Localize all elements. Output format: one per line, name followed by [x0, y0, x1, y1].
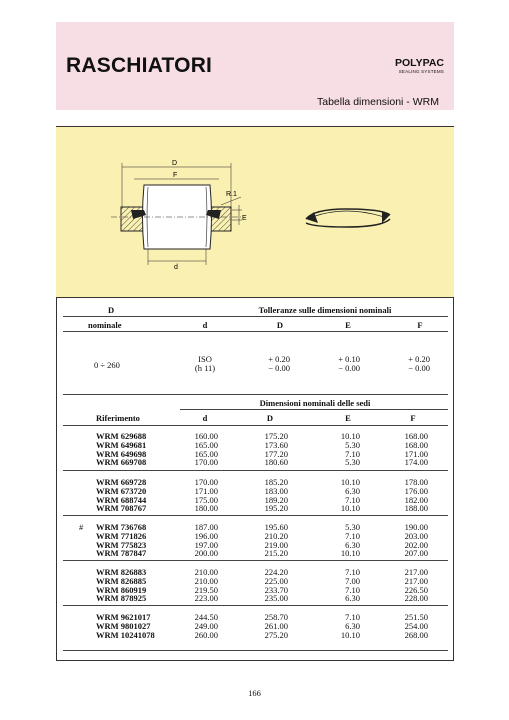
table-row	[0, 531, 509, 540]
row-reference: WRM 629688	[96, 431, 147, 441]
divider	[63, 394, 448, 395]
tol-col-E: E	[345, 320, 351, 330]
tol-col-D: D	[276, 320, 284, 330]
row-F: 268.00	[404, 629, 428, 640]
brand-logo	[395, 58, 444, 75]
row-D: 210.20	[264, 530, 288, 541]
row-d: 165.00	[194, 439, 218, 450]
dim-col-E: E	[345, 413, 351, 423]
row-F: 217.00	[404, 567, 428, 577]
row-D: 195.60	[264, 522, 288, 532]
row-d: 170.00	[194, 477, 218, 487]
row-D: 233.70	[264, 584, 288, 595]
divider	[63, 316, 448, 317]
table-row	[0, 585, 509, 594]
row-D: 189.20	[264, 494, 288, 505]
row-d: 219.50	[194, 584, 218, 595]
row-d: 260.00	[194, 629, 218, 640]
row-E: 5.30	[345, 439, 360, 450]
row-d: 223.00	[194, 593, 218, 604]
table-row	[0, 477, 509, 486]
row-reference: WRM 688744	[96, 494, 147, 505]
label-E: E	[242, 215, 247, 222]
row-d: 197.00	[194, 539, 218, 550]
row-D: 215.20	[264, 548, 288, 559]
row-E: 7.10	[345, 567, 360, 577]
row-d: 165.00	[194, 448, 218, 459]
label-D: D	[172, 160, 178, 167]
tol-E-upper: + 0.10	[338, 354, 360, 364]
row-D: 180.60	[264, 457, 288, 468]
dim-col-d: d	[202, 413, 208, 423]
row-d: 244.50	[194, 612, 218, 622]
row-D: 261.00	[264, 620, 288, 631]
row-D: 219.00	[264, 539, 288, 550]
row-F: 171.00	[404, 448, 428, 459]
divider	[63, 331, 448, 332]
row-E: 10.10	[340, 477, 360, 487]
table-row	[0, 621, 509, 630]
row-F: 226.50	[404, 584, 428, 595]
row-reference: WRM 771826	[96, 530, 147, 541]
table-row	[0, 503, 509, 512]
row-reference: WRM 775823	[96, 539, 147, 550]
row-reference: WRM 826885	[96, 575, 147, 586]
table-row	[0, 495, 509, 504]
row-E: 7.10	[345, 612, 360, 622]
row-d: 180.00	[194, 503, 218, 514]
row-E: 6.30	[345, 539, 360, 550]
tol-F-lower: − 0.00	[408, 363, 430, 373]
technical-drawing	[56, 127, 454, 298]
table-row	[0, 449, 509, 458]
row-D: 235.00	[264, 593, 288, 604]
row-reference: WRM 860919	[96, 584, 147, 595]
row-E: 7.10	[345, 530, 360, 541]
row-E: 5.30	[345, 522, 360, 532]
row-reference: WRM 736768	[96, 522, 147, 532]
row-reference: WRM 878925	[96, 593, 147, 604]
divider	[180, 409, 448, 410]
row-F: 168.00	[404, 431, 428, 441]
row-F: 174.00	[404, 457, 428, 468]
row-d: 210.00	[194, 575, 218, 586]
row-F: 202.00	[404, 539, 428, 550]
dim-col-F: F	[410, 413, 416, 423]
tol-nominal-value: 0 ÷ 260	[94, 360, 120, 370]
row-reference: WRM 787847	[96, 548, 147, 559]
row-d: 249.00	[194, 620, 218, 631]
row-d: 187.00	[194, 522, 218, 532]
page-subtitle: Tabella dimensioni - WRM	[317, 96, 439, 108]
table-row	[0, 540, 509, 549]
dim-col-riferimento: Riferimento	[96, 413, 140, 423]
row-D: 258.70	[264, 612, 288, 622]
row-reference: WRM 673720	[96, 485, 147, 496]
row-reference: WRM 649698	[96, 448, 147, 459]
page-number: 166	[248, 688, 261, 698]
row-E: 7.00	[345, 575, 360, 586]
row-mark: #	[79, 522, 84, 532]
row-reference: WRM 826883	[96, 567, 147, 577]
tol-F-upper: + 0.20	[408, 354, 430, 364]
row-E: 6.30	[345, 485, 360, 496]
row-F: 190.00	[404, 522, 428, 532]
group-divider	[63, 515, 448, 516]
tol-col-F: F	[417, 320, 423, 330]
row-d: 196.00	[194, 530, 218, 541]
brand-name: POLYPAC	[394, 57, 444, 69]
table-row	[0, 548, 509, 557]
group-divider	[63, 560, 448, 561]
row-F: 254.00	[404, 620, 428, 631]
row-D: 195.20	[264, 503, 288, 514]
row-F: 188.00	[404, 503, 428, 514]
table-row	[0, 431, 509, 440]
table-row	[0, 440, 509, 449]
row-d: 171.00	[194, 485, 218, 496]
row-D: 175.20	[264, 431, 288, 441]
dim-header-title: Dimensioni nominali delle sedi	[259, 398, 371, 408]
table-row	[0, 486, 509, 495]
tol-header-title: Tolleranze sulle dimensioni nominali	[258, 305, 392, 315]
row-F: 203.00	[404, 530, 428, 541]
table-row	[0, 593, 509, 602]
dim-col-D: D	[266, 413, 274, 423]
tol-E-lower: − 0.00	[338, 363, 360, 373]
tol-col-d: d	[202, 320, 208, 330]
row-E: 7.10	[345, 448, 360, 459]
row-F: 178.00	[404, 477, 428, 487]
table-row	[0, 567, 509, 576]
row-D: 225.00	[264, 575, 288, 586]
row-F: 207.00	[404, 548, 428, 559]
row-E: 5.30	[345, 457, 360, 468]
row-F: 228.00	[404, 593, 428, 604]
divider	[63, 650, 448, 651]
row-E: 10.10	[340, 431, 360, 441]
page-title: RASCHIATORI	[66, 54, 213, 77]
table-row	[0, 612, 509, 621]
divider	[63, 425, 448, 426]
row-reference: WRM 10241078	[96, 629, 155, 640]
tol-header-D: D	[108, 305, 115, 315]
tol-col-nominale: nominale	[88, 320, 122, 330]
row-F: 168.00	[404, 439, 428, 450]
row-D: 224.20	[264, 567, 288, 577]
row-E: 7.10	[345, 584, 360, 595]
table-row	[0, 630, 509, 639]
row-D: 185.20	[264, 477, 288, 487]
row-reference: WRM 9621017	[96, 612, 151, 622]
row-reference: WRM 649681	[96, 439, 147, 450]
row-D: 177.20	[264, 448, 288, 459]
table-row	[0, 457, 509, 466]
row-reference: WRM 669728	[96, 477, 147, 487]
row-D: 173.60	[264, 439, 288, 450]
row-d: 175.00	[194, 494, 218, 505]
row-F: 176.00	[404, 485, 428, 496]
row-D: 183.00	[264, 485, 288, 496]
tol-D-lower: − 0.00	[268, 363, 290, 373]
row-E: 10.10	[340, 629, 360, 640]
group-divider	[63, 605, 448, 606]
row-d: 200.00	[194, 548, 218, 559]
row-reference: WRM 669708	[96, 457, 147, 468]
table-row	[0, 576, 509, 585]
brand-tagline: SEALING SYSTEMS	[398, 69, 444, 74]
row-F: 251.50	[404, 612, 428, 622]
row-E: 10.10	[340, 503, 360, 514]
tol-d-line1: ISO	[198, 354, 212, 364]
group-divider	[63, 470, 448, 471]
row-reference: WRM 708767	[96, 503, 147, 514]
table-row	[0, 522, 509, 531]
row-d: 160.00	[194, 431, 218, 441]
tol-D-upper: + 0.20	[268, 354, 290, 364]
row-reference: WRM 9801027	[96, 620, 151, 631]
row-E: 10.10	[340, 548, 360, 559]
label-R: R.1	[226, 191, 237, 198]
row-d: 210.00	[194, 567, 218, 577]
seal-section-diagram	[56, 127, 454, 298]
row-E: 7.10	[345, 494, 360, 505]
row-E: 6.30	[345, 620, 360, 631]
tol-d-line2: (h 11)	[194, 363, 216, 373]
row-E: 6.30	[345, 593, 360, 604]
row-D: 275.20	[264, 629, 288, 640]
row-d: 170.00	[194, 457, 218, 468]
wiper-ring-view	[306, 209, 390, 227]
row-F: 182.00	[404, 494, 428, 505]
label-d: d	[174, 264, 178, 271]
label-F: F	[173, 172, 178, 179]
row-F: 217.00	[404, 575, 428, 586]
